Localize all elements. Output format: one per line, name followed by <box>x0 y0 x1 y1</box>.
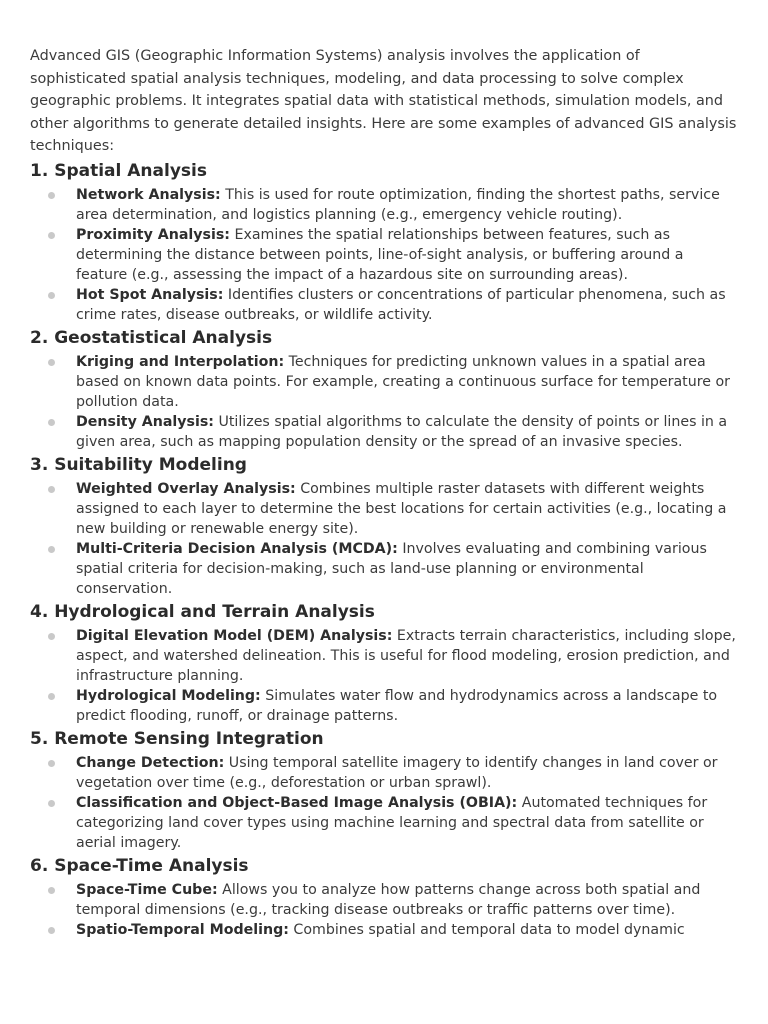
bullet-icon <box>48 927 55 934</box>
section-title: 5. Remote Sensing Integration <box>30 728 324 749</box>
bullet-icon <box>48 546 55 553</box>
item-term: Space-Time Cube: <box>76 881 218 898</box>
list-item <box>76 686 738 726</box>
list-item <box>76 352 738 412</box>
item-term: Proximity Analysis: <box>76 226 230 243</box>
item-term: Classification and Object-Based Image Analysis (OBIA): <box>76 794 518 811</box>
item-description: Identifies clusters or concentrations of particular phenomena, such as crime rates, disease outbreaks, or wildlife activity. <box>76 286 726 323</box>
bullet-icon <box>48 887 55 894</box>
item-term: Spatio-Temporal Modeling: <box>76 921 289 938</box>
list-item <box>76 412 738 452</box>
list-item <box>76 185 738 225</box>
item-description: Simulates water flow and hydrodynamics across a landscape to predict flooding, runoff, or drainage patterns. <box>76 687 718 724</box>
section-title: 4. Hydrological and Terrain Analysis <box>30 601 375 622</box>
list-item <box>76 285 738 325</box>
bullet-list <box>30 751 738 853</box>
bullet-icon <box>48 292 55 299</box>
item-term: Density Analysis: <box>76 413 214 430</box>
item-term: Weighted Overlay Analysis: <box>76 480 296 497</box>
item-term: Multi-Criteria Decision Analysis (MCDA): <box>76 540 398 557</box>
section-5 <box>30 727 738 853</box>
section-2 <box>30 326 738 452</box>
item-description: Extracts terrain characteristics, including slope, aspect, and watershed delineation. This is useful for flood modeling, erosion prediction, and infrastructure planning. <box>76 627 736 684</box>
bullet-icon <box>48 800 55 807</box>
item-description: Using temporal satellite imagery to identify changes in land cover or vegetation over time (e.g., deforestation or urban sprawl). <box>76 754 718 791</box>
bullet-list <box>30 878 738 940</box>
bullet-icon <box>48 760 55 767</box>
item-description: Utilizes spatial algorithms to calculate the density of points or lines in a given area, such as mapping population density or the spread of an invasive species. <box>76 413 728 450</box>
section-6 <box>30 854 738 940</box>
section-title: 3. Suitability Modeling <box>30 454 247 475</box>
item-description: Involves evaluating and combining various spatial criteria for decision-making, such as land-use planning or environmental conservation. <box>76 540 707 597</box>
list-item <box>76 753 738 793</box>
item-description: Examines the spatial relationships between features, such as determining the distance between points, line-of-sight analysis, or buffering around a feature (e.g., assessing the impact of a hazardous site on surrounding areas). <box>76 226 684 283</box>
item-term: Hydrological Modeling: <box>76 687 261 704</box>
item-term: Hot Spot Analysis: <box>76 286 224 303</box>
bullet-icon <box>48 486 55 493</box>
bullet-icon <box>48 693 55 700</box>
section-title: 6. Space-Time Analysis <box>30 855 249 876</box>
item-description: Combines spatial and temporal data to model dynamic <box>288 921 685 938</box>
bullet-icon <box>48 232 55 239</box>
list-item <box>76 479 738 539</box>
bullet-list <box>30 624 738 726</box>
list-item <box>76 539 738 599</box>
bullet-icon <box>48 633 55 640</box>
list-item <box>76 626 738 686</box>
section-1 <box>30 159 738 325</box>
bullet-icon <box>48 192 55 199</box>
item-description: Techniques for predicting unknown values in a spatial area based on known data points. For example, creating a continuous surface for temperature or pollution data. <box>76 353 730 410</box>
list-item <box>76 225 738 285</box>
bullet-list <box>30 477 738 599</box>
bullet-list <box>30 183 738 325</box>
item-term: Kriging and Interpolation: <box>76 353 285 370</box>
item-term: Network Analysis: <box>76 186 221 203</box>
bullet-icon <box>48 419 55 426</box>
intro-paragraph: Advanced GIS (Geographic Information Systems) analysis involves the application of sophisticated spatial analysis techniques, modeling, and data processing to solve complex geographic problems. It integrates spatial data with statistical methods, simulation models, and other algorithms to generate detailed insights. Here are some examples of advanced GIS analysis techniques: <box>30 48 737 154</box>
item-description: Allows you to analyze how patterns change across both spatial and temporal dimensions (e.g., tracking disease outbreaks or traffic patterns over time). <box>76 881 701 918</box>
section-title: 2. Geostatistical Analysis <box>30 327 273 348</box>
item-description: Combines multiple raster datasets with different weights assigned to each layer to determine the best locations for certain activities (e.g., locating a new building or renewable energy site). <box>76 480 727 537</box>
section-4 <box>30 600 738 726</box>
list-item <box>76 793 738 853</box>
item-description: Automated techniques for categorizing land cover types using machine learning and spectral data from satellite or aerial imagery. <box>76 794 708 851</box>
list-item <box>76 880 738 920</box>
item-term: Change Detection: <box>76 754 225 771</box>
list-item <box>76 920 738 940</box>
bullet-icon <box>48 359 55 366</box>
item-term: Digital Elevation Model (DEM) Analysis: <box>76 627 393 644</box>
section-title: 1. Spatial Analysis <box>30 160 207 181</box>
section-3 <box>30 453 738 599</box>
item-description: This is used for route optimization, finding the shortest paths, service area determination, and logistics planning (e.g., emergency vehicle routing). <box>76 186 720 223</box>
bullet-list <box>30 350 738 452</box>
